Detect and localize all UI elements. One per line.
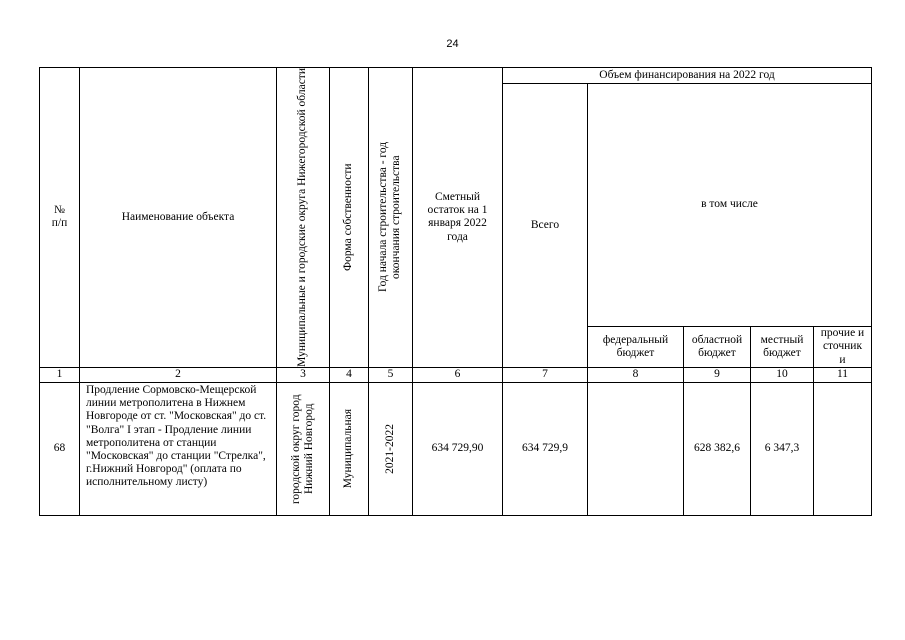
column-number: 7 — [503, 367, 588, 382]
page-number: 24 — [446, 38, 459, 50]
header-other: прочие источники — [814, 327, 872, 368]
column-number: 1 — [40, 367, 80, 382]
header-row-1 — [40, 68, 872, 84]
header-years-text: Год начала строительства - год окончания строительства — [377, 142, 403, 293]
header-estimate: Сметный остаток на 1 января 2022 года — [413, 68, 503, 368]
financing-table — [39, 67, 872, 516]
column-number: 11 — [814, 367, 872, 382]
column-number: 3 — [277, 367, 330, 382]
header-regional: областной бюджет — [684, 327, 751, 368]
row-ownership-text: Муниципальная — [342, 409, 355, 489]
row-estimate-balance: 634 729,90 — [413, 382, 503, 515]
header-ownership-text: Форма собственности — [342, 163, 355, 272]
column-number: 10 — [751, 367, 814, 382]
column-number: 6 — [413, 367, 503, 382]
row-federal — [588, 382, 684, 515]
row-regional: 628 382,6 — [684, 382, 751, 515]
row-local: 6 347,3 — [751, 382, 814, 515]
header-federal: федеральный бюджет — [588, 327, 684, 368]
row-years — [369, 382, 413, 515]
row-ownership — [330, 382, 369, 515]
row-municipality — [277, 382, 330, 515]
row-num: 68 — [40, 382, 80, 515]
header-municipality — [277, 68, 330, 368]
column-number: 2 — [80, 367, 277, 382]
header-object-name: Наименование объекта — [80, 68, 277, 368]
column-number: 5 — [369, 367, 413, 382]
header-local: местный бюджет — [751, 327, 814, 368]
header-num: № п/п — [40, 68, 80, 368]
column-number: 8 — [588, 367, 684, 382]
header-funding-group: Объем финансирования на 2022 год — [503, 68, 872, 84]
row-total: 634 729,9 — [503, 382, 588, 515]
header-municipality-text: Муниципальные и городские округа Нижегородской области — [296, 68, 309, 367]
row-object-name: Продление Сормовско-Мещерской линии метрополитена в Нижнем Новгороде от ст. "Московская" до ст. "Волга" I этап - Продление линии метрополитена от станции "Московская" до станции "Стрелка", г.Нижний Новгород" (оплата по исполнительному листу) — [80, 382, 277, 515]
header-subgroup: в том числе — [588, 84, 872, 327]
row-municipality-text: городской округ город Нижний Новгород — [289, 394, 315, 504]
row-years-text: 2021-2022 — [383, 423, 396, 474]
header-ownership — [330, 68, 369, 368]
row-other — [814, 382, 872, 515]
column-number: 9 — [684, 367, 751, 382]
column-number-row — [40, 367, 872, 382]
column-number: 4 — [330, 367, 369, 382]
table-row — [40, 382, 872, 515]
header-total: Всего — [503, 84, 588, 368]
header-years — [369, 68, 413, 368]
